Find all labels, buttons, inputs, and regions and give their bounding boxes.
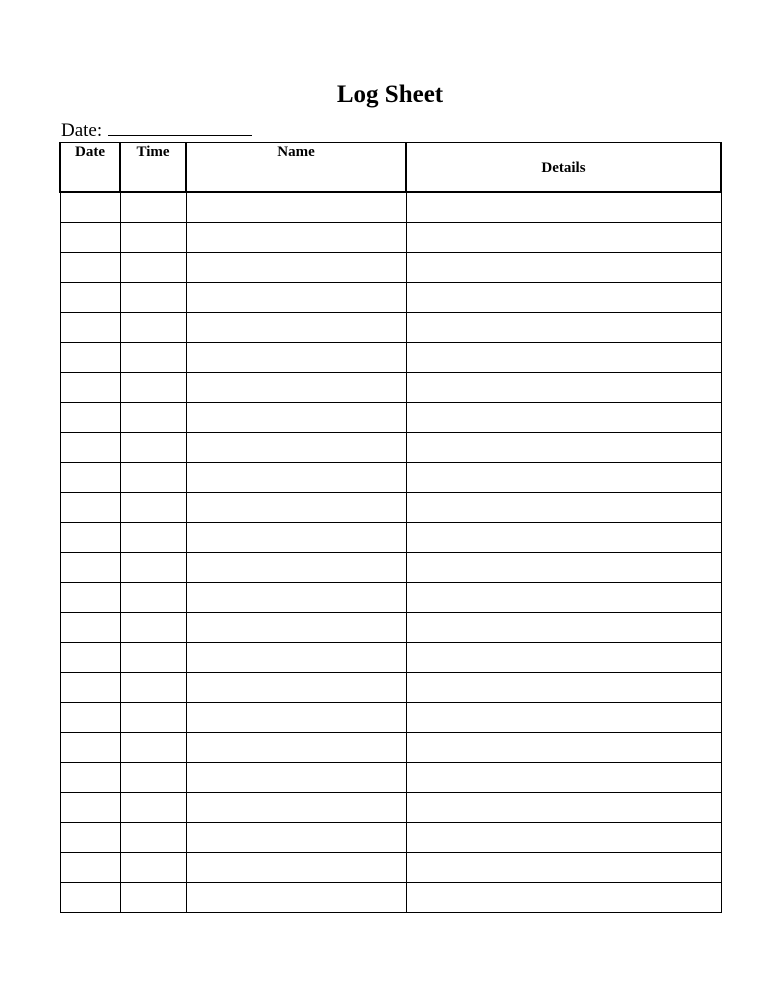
cell-name bbox=[186, 643, 406, 673]
cell-details bbox=[406, 283, 721, 313]
table-row bbox=[60, 283, 721, 313]
date-label: Date: bbox=[61, 120, 103, 141]
cell-date bbox=[60, 373, 120, 403]
cell-date bbox=[60, 733, 120, 763]
cell-time bbox=[120, 283, 186, 313]
table-body bbox=[60, 192, 721, 913]
cell-name bbox=[186, 523, 406, 553]
table-row bbox=[60, 493, 721, 523]
cell-time bbox=[120, 463, 186, 493]
date-field bbox=[61, 119, 252, 142]
column-header-time: Time bbox=[120, 143, 186, 193]
table-row bbox=[60, 253, 721, 283]
cell-details bbox=[406, 523, 721, 553]
cell-date bbox=[60, 403, 120, 433]
cell-details bbox=[406, 613, 721, 643]
cell-time bbox=[120, 643, 186, 673]
cell-time bbox=[120, 192, 186, 223]
column-header-name: Name bbox=[186, 143, 406, 193]
table-row bbox=[60, 192, 721, 223]
table-row bbox=[60, 373, 721, 403]
cell-time bbox=[120, 373, 186, 403]
table-row bbox=[60, 613, 721, 643]
cell-date bbox=[60, 523, 120, 553]
cell-date bbox=[60, 823, 120, 853]
cell-details bbox=[406, 463, 721, 493]
cell-time bbox=[120, 793, 186, 823]
cell-name bbox=[186, 313, 406, 343]
cell-name bbox=[186, 553, 406, 583]
table-row bbox=[60, 583, 721, 613]
cell-time bbox=[120, 523, 186, 553]
table-row bbox=[60, 223, 721, 253]
cell-date bbox=[60, 583, 120, 613]
cell-date bbox=[60, 223, 120, 253]
cell-time bbox=[120, 493, 186, 523]
cell-name bbox=[186, 403, 406, 433]
page-title: Log Sheet bbox=[336, 81, 444, 108]
cell-name bbox=[186, 583, 406, 613]
cell-time bbox=[120, 703, 186, 733]
cell-name bbox=[186, 673, 406, 703]
cell-time bbox=[120, 313, 186, 343]
cell-date bbox=[60, 703, 120, 733]
cell-details bbox=[406, 253, 721, 283]
table-row bbox=[60, 703, 721, 733]
cell-details bbox=[406, 373, 721, 403]
cell-date bbox=[60, 793, 120, 823]
cell-time bbox=[120, 733, 186, 763]
table-row bbox=[60, 793, 721, 823]
cell-name bbox=[186, 823, 406, 853]
cell-name bbox=[186, 493, 406, 523]
cell-name bbox=[186, 793, 406, 823]
cell-details bbox=[406, 643, 721, 673]
table-header-row bbox=[60, 143, 721, 193]
cell-name bbox=[186, 763, 406, 793]
cell-name bbox=[186, 192, 406, 223]
cell-time bbox=[120, 403, 186, 433]
cell-time bbox=[120, 853, 186, 883]
table-row bbox=[60, 643, 721, 673]
cell-name bbox=[186, 733, 406, 763]
cell-time bbox=[120, 613, 186, 643]
table-row bbox=[60, 733, 721, 763]
cell-name bbox=[186, 853, 406, 883]
table-row bbox=[60, 463, 721, 493]
cell-details bbox=[406, 553, 721, 583]
table-row bbox=[60, 313, 721, 343]
cell-name bbox=[186, 253, 406, 283]
table-row bbox=[60, 883, 721, 913]
table-row bbox=[60, 763, 721, 793]
cell-date bbox=[60, 463, 120, 493]
cell-date bbox=[60, 343, 120, 373]
cell-details bbox=[406, 403, 721, 433]
cell-name bbox=[186, 373, 406, 403]
cell-details bbox=[406, 493, 721, 523]
cell-details bbox=[406, 673, 721, 703]
cell-name bbox=[186, 343, 406, 373]
cell-details bbox=[406, 793, 721, 823]
table-row bbox=[60, 853, 721, 883]
cell-date bbox=[60, 613, 120, 643]
cell-date bbox=[60, 192, 120, 223]
cell-details bbox=[406, 883, 721, 913]
cell-time bbox=[120, 433, 186, 463]
cell-details bbox=[406, 733, 721, 763]
column-header-details: Details bbox=[406, 143, 721, 193]
table-row bbox=[60, 553, 721, 583]
log-table bbox=[59, 142, 722, 913]
table-row bbox=[60, 673, 721, 703]
cell-date bbox=[60, 283, 120, 313]
cell-name bbox=[186, 463, 406, 493]
cell-date bbox=[60, 643, 120, 673]
table-row bbox=[60, 433, 721, 463]
cell-details bbox=[406, 703, 721, 733]
cell-details bbox=[406, 823, 721, 853]
cell-date bbox=[60, 553, 120, 583]
cell-details bbox=[406, 763, 721, 793]
table-row bbox=[60, 403, 721, 433]
cell-name bbox=[186, 613, 406, 643]
cell-time bbox=[120, 343, 186, 373]
cell-details bbox=[406, 223, 721, 253]
table-row bbox=[60, 343, 721, 373]
table-row bbox=[60, 523, 721, 553]
cell-time bbox=[120, 223, 186, 253]
cell-date bbox=[60, 493, 120, 523]
cell-name bbox=[186, 283, 406, 313]
cell-date bbox=[60, 853, 120, 883]
cell-time bbox=[120, 673, 186, 703]
cell-details bbox=[406, 433, 721, 463]
cell-name bbox=[186, 433, 406, 463]
cell-time bbox=[120, 583, 186, 613]
date-blank-line bbox=[108, 119, 252, 136]
cell-date bbox=[60, 253, 120, 283]
cell-date bbox=[60, 433, 120, 463]
cell-time bbox=[120, 883, 186, 913]
cell-time bbox=[120, 763, 186, 793]
column-header-date: Date bbox=[60, 143, 120, 193]
cell-time bbox=[120, 823, 186, 853]
cell-time bbox=[120, 553, 186, 583]
cell-date bbox=[60, 883, 120, 913]
cell-details bbox=[406, 313, 721, 343]
cell-date bbox=[60, 763, 120, 793]
cell-name bbox=[186, 883, 406, 913]
cell-details bbox=[406, 343, 721, 373]
cell-details bbox=[406, 853, 721, 883]
cell-details bbox=[406, 583, 721, 613]
cell-date bbox=[60, 313, 120, 343]
cell-name bbox=[186, 223, 406, 253]
table-row bbox=[60, 823, 721, 853]
cell-time bbox=[120, 253, 186, 283]
cell-details bbox=[406, 192, 721, 223]
cell-name bbox=[186, 703, 406, 733]
cell-date bbox=[60, 673, 120, 703]
